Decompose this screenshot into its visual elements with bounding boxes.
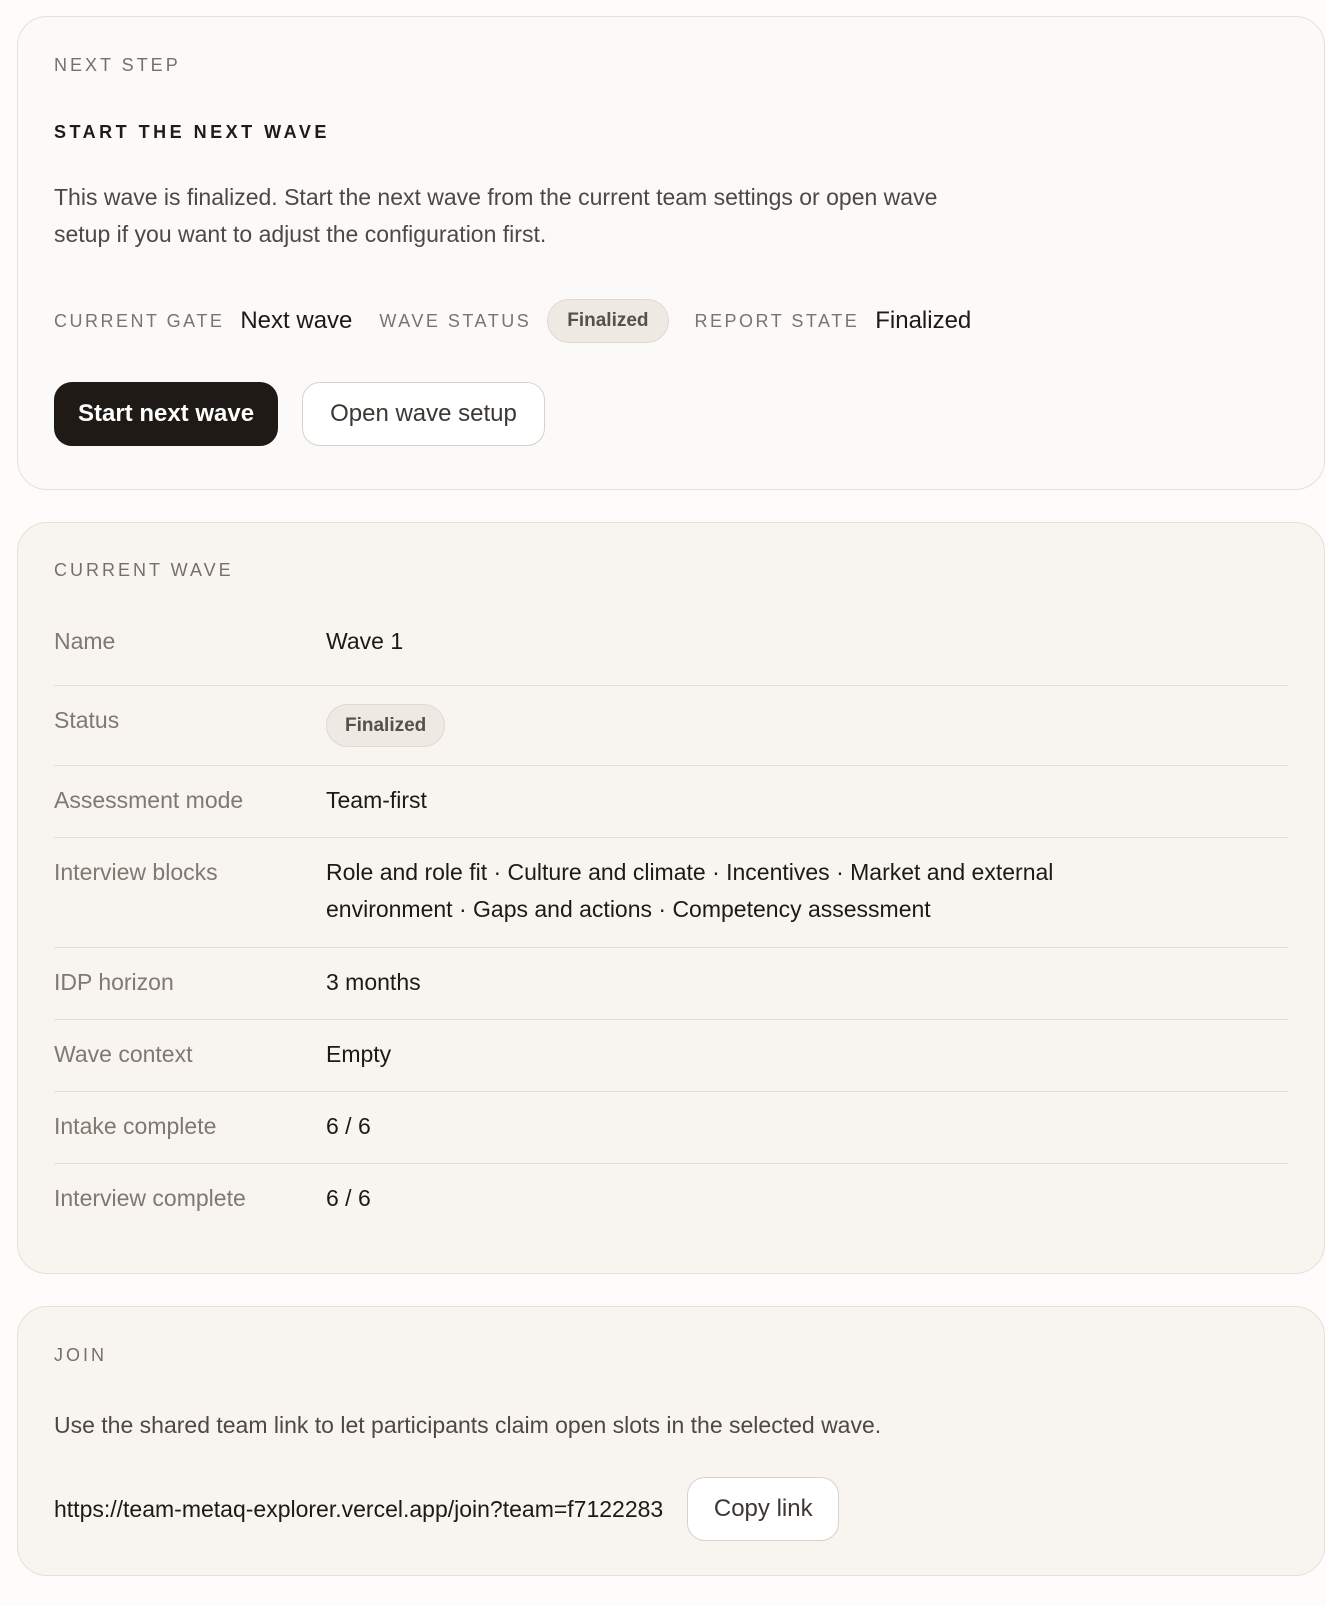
next-step-title: START THE NEXT WAVE <box>54 122 330 142</box>
start-next-wave-button[interactable]: Start next wave <box>54 382 278 446</box>
report-state-value: Finalized <box>875 307 972 334</box>
detail-label: IDP horizon <box>54 969 174 995</box>
detail-label: Interview blocks <box>54 859 218 885</box>
detail-value <box>326 686 1288 765</box>
detail-row-name <box>54 605 1288 686</box>
detail-row-wave-context <box>54 1020 1288 1092</box>
detail-value: Role and role fit · Culture and climate · Incentives · Market and external environment · Gaps and actions · Competency assessment <box>326 859 1054 922</box>
detail-row-status <box>54 686 1288 766</box>
current-gate-value: Next wave <box>240 307 353 334</box>
detail-value: 6 / 6 <box>326 1185 371 1211</box>
next-step-eyebrow: NEXT STEP <box>54 55 181 75</box>
detail-label: Interview complete <box>54 1185 246 1211</box>
detail-value: Team-first <box>326 787 427 813</box>
wave-status-label: WAVE STATUS <box>379 310 532 331</box>
current-wave-eyebrow: CURRENT WAVE <box>54 560 234 580</box>
join-link-row <box>54 1477 1288 1541</box>
status-badge: Finalized <box>326 704 445 747</box>
detail-label: Status <box>54 707 120 733</box>
next-step-card <box>17 16 1325 490</box>
open-wave-setup-button[interactable]: Open wave setup <box>302 382 545 446</box>
current-gate-label: CURRENT GATE <box>54 310 225 331</box>
detail-label: Wave context <box>54 1041 193 1067</box>
detail-label: Intake complete <box>54 1113 217 1139</box>
join-eyebrow: JOIN <box>54 1345 108 1365</box>
join-description: Use the shared team link to let participants claim open slots in the selected wave. <box>54 1412 882 1438</box>
join-link[interactable]: https://team-metaq-explorer.vercel.app/join?team=f7122283 <box>54 1495 664 1522</box>
detail-row-intake-complete <box>54 1092 1288 1164</box>
detail-label: Assessment mode <box>54 787 244 813</box>
join-card <box>17 1306 1325 1576</box>
detail-row-interview-blocks <box>54 838 1288 948</box>
detail-value: Empty <box>326 1041 392 1067</box>
next-step-meta <box>54 299 1288 343</box>
report-state-label: REPORT STATE <box>694 310 860 331</box>
detail-row-interview-complete <box>54 1164 1288 1236</box>
detail-row-idp-horizon <box>54 948 1288 1020</box>
next-step-description: This wave is finalized. Start the next wave from the current team settings or open wave setup if you want to adjust the configuration first. <box>54 184 938 247</box>
detail-value: 3 months <box>326 969 421 995</box>
copy-link-button[interactable]: Copy link <box>687 1477 839 1541</box>
detail-label: Name <box>54 628 116 654</box>
next-step-actions <box>54 382 1288 446</box>
detail-value: 6 / 6 <box>326 1113 371 1139</box>
detail-row-assessment-mode <box>54 766 1288 838</box>
current-wave-card <box>17 522 1325 1274</box>
current-wave-details <box>54 605 1288 1236</box>
wave-status-badge: Finalized <box>547 299 668 343</box>
detail-value: Wave 1 <box>326 628 404 654</box>
